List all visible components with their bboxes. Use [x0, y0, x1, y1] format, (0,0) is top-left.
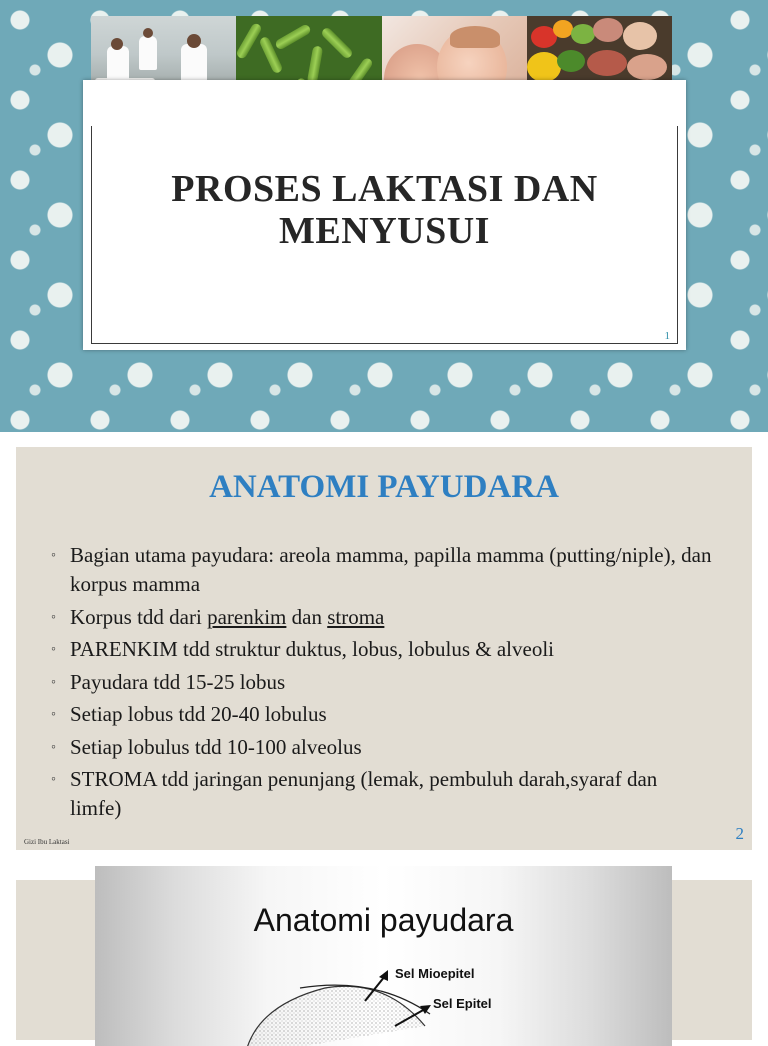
bullet-item: ◦ STROMA tdd jaringan penunjang (lemak, pembuluh darah,syaraf dan limfe): [51, 767, 658, 820]
slide-number: 2: [735, 824, 744, 843]
slide-title: ANATOMI PAYUDARA: [209, 469, 559, 505]
bullet-item: ◦ Setiap lobus tdd 20-40 lobulus: [52, 700, 712, 729]
bullet-icon: ◦: [51, 772, 56, 787]
slide-title: [83, 168, 686, 252]
bullet-item: ◦ Korpus tdd dari parenkim dan stroma: [52, 603, 712, 632]
slide-number: 1: [664, 330, 670, 342]
bullet-item: ◦ Setiap lobulus tdd 10-100 alveolus: [52, 733, 712, 762]
bullet-icon: ◦: [51, 739, 56, 755]
bullet-icon: ◦: [51, 609, 56, 625]
bullet-icon: ◦: [51, 548, 56, 563]
bullet-icon: ◦: [51, 674, 56, 690]
arrowhead-epitel-icon: [420, 1005, 431, 1014]
alveolus-outline: [245, 986, 425, 1046]
anatomy-diagram: [95, 866, 672, 1046]
bullet-item: ◦ Payudara tdd 15-25 lobus: [52, 668, 712, 697]
title-card: [83, 80, 686, 350]
bullet-icon: ◦: [51, 707, 56, 722]
anatomy-diagram-slide: [16, 880, 752, 1040]
diagram-panel: [95, 866, 672, 1046]
title-line-1: PROSES LAKTASI DAN: [171, 168, 598, 210]
underlined-term: stroma: [327, 604, 385, 629]
label-sel-epitel: Sel Epitel: [433, 996, 492, 1011]
underlined-term: parenkim: [207, 604, 287, 629]
bullet-item: ◦ Bagian utama payudara: areola mamma, papilla mamma (putting/niple), dan korpus mamma: [51, 543, 712, 596]
anatomy-text-slide: [16, 447, 752, 850]
slide-footer: Gizi Ibu Laktasi: [24, 838, 70, 846]
label-sel-mioepitel: Sel Mioepitel: [395, 966, 475, 981]
bullet-icon: ◦: [51, 642, 56, 657]
title-line-2: MENYUSUI: [279, 210, 490, 252]
diagram-title: Anatomi payudara: [253, 902, 514, 938]
bullet-item: ◦ PARENKIM tdd struktur duktus, lobus, lobulus & alveoli: [52, 635, 712, 664]
bullet-list: [52, 541, 712, 827]
title-slide: [0, 0, 768, 432]
